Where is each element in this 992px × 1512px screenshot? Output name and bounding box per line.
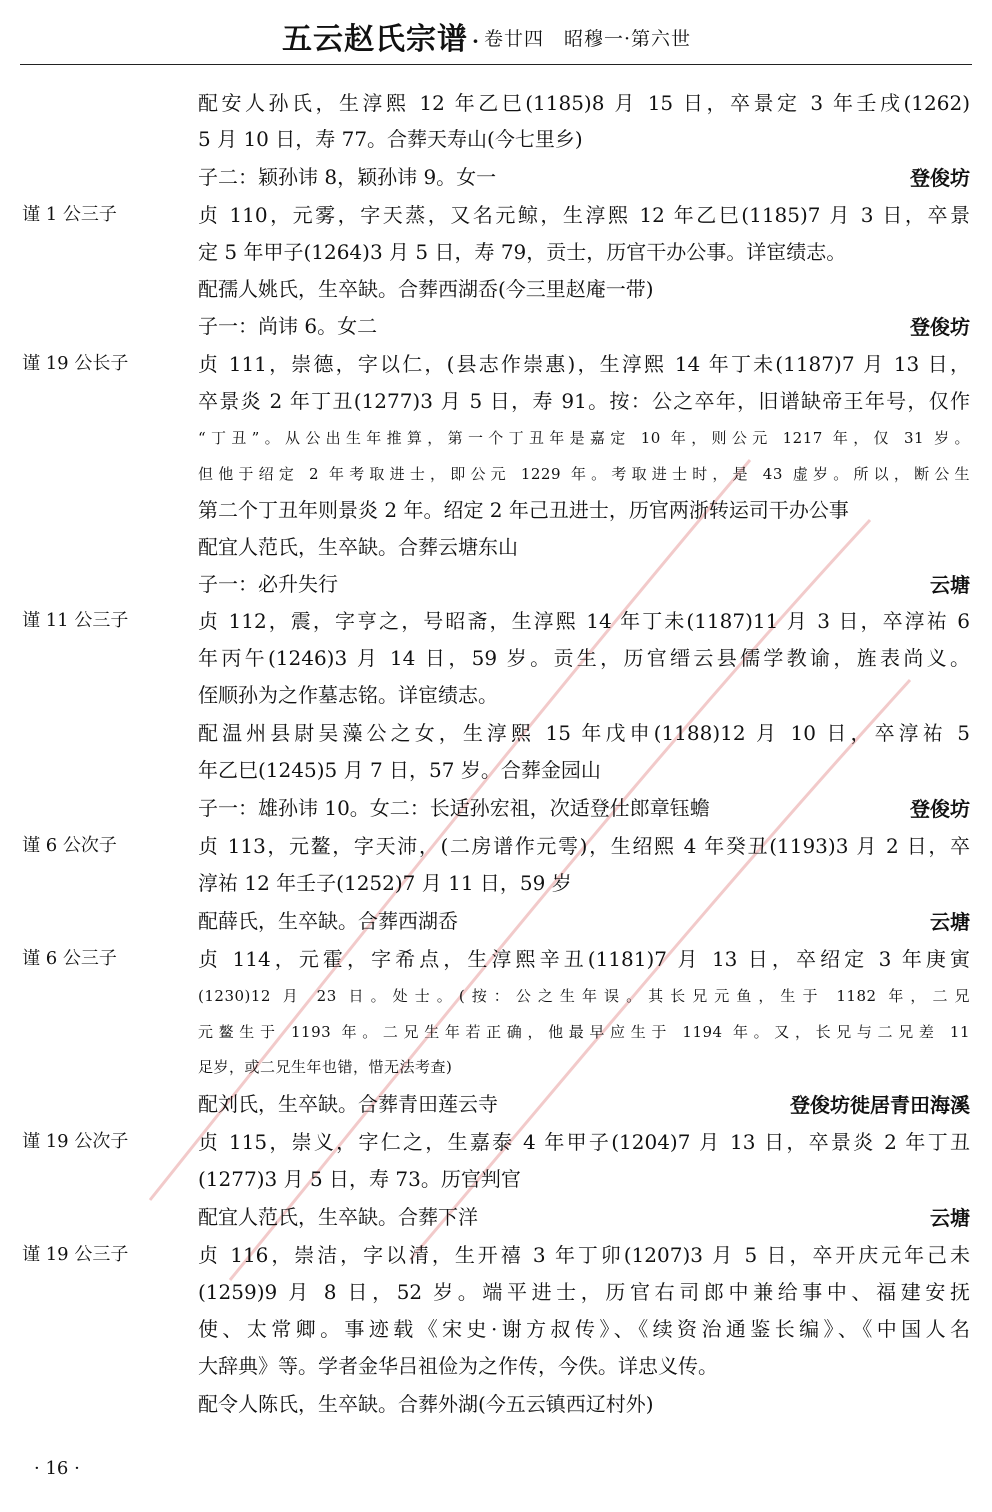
annotation-line: “丁丑”。从公出生年推算，第一个丁丑年是嘉定 10 年，则公元 1217 年，仅 31 岁。 xyxy=(198,429,970,447)
children-line: 子二：颖孙讳 8，颖孙讳 9。女一 xyxy=(198,165,497,189)
volume-subtitle: 卷廿四 昭穆一·第六世 xyxy=(483,28,692,50)
annotation-line: 但他于绍定 2 年考取进士，即公元 1229 年。考取进士时，是 43 虚岁。所以，断公生 xyxy=(198,465,970,483)
book-title: 五云赵氏宗谱 xyxy=(282,22,468,57)
person-entry-line: 贞 112，震，字亨之，号昭斋，生淳熙 14 年丁未(1187)11 月 3 日，卒淳祐 6 xyxy=(198,609,970,633)
person-entry-line: 大辞典》等。学者金华吕祖俭为之作传，今佚。详忠义传。 xyxy=(198,1354,718,1378)
annotation-line: (1230)12 月 23 日。处士。(按：公之生年误。其长兄元鱼，生于 1182 年，二兄 xyxy=(198,987,970,1005)
lineage-label: 谨 6 公次子 xyxy=(22,835,117,856)
spouse-line-cont: 年乙巳(1245)5 月 7 日，57 岁。合葬金园山 xyxy=(198,758,601,782)
lineage-label: 谨 19 公次子 xyxy=(22,1131,129,1152)
person-entry-line: 侄顺孙为之作墓志铭。详宦绩志。 xyxy=(198,683,498,707)
annotation-line: 元鳌生于 1193 年。二兄生年若正确，他最早应生于 1194 年。又，长兄与二兄差 11 xyxy=(198,1023,970,1041)
lineage-label: 谨 6 公三子 xyxy=(22,948,117,969)
residence-label: 登俊坊 xyxy=(910,315,970,339)
title-separator-dot: · xyxy=(472,29,480,53)
spouse-line: 配薛氏，生卒缺。合葬西湖岙 xyxy=(198,909,458,933)
spouse-line: 配安人孙氏，生淳熙 12 年乙巳(1185)8 月 15 日，卒景定 3 年壬戌(1262) xyxy=(198,91,970,115)
spouse-line: 配温州县尉吴藻公之女，生淳熙 15 年戊申(1188)12 月 10 日，卒淳祐 5 xyxy=(198,721,970,745)
person-entry-line: 第二个丁丑年则景炎 2 年。绍定 2 年己丑进士，历官两浙转运司干办公事 xyxy=(198,498,849,522)
residence-label: 云塘 xyxy=(930,910,970,934)
person-entry-line: (1277)3 月 5 日，寿 73。历官判官 xyxy=(198,1167,521,1191)
residence-label: 云塘 xyxy=(930,573,970,597)
person-entry-line: 贞 116，崇洁，字以清，生开禧 3 年丁卯(1207)3 月 5 日，卒开庆元年己未 xyxy=(198,1243,970,1267)
lineage-label: 谨 19 公长子 xyxy=(22,353,129,374)
children-line: 子一：雄孙讳 10。女二：长适孙宏祖，次适登仕郎章钰蟾 xyxy=(198,796,710,820)
page-header xyxy=(20,18,972,65)
lineage-label: 谨 11 公三子 xyxy=(22,610,129,631)
children-line: 子一：必升失行 xyxy=(198,572,338,596)
person-entry-line: 贞 114，元霍，字希点，生淳熙辛丑(1181)7 月 13 日，卒绍定 3 年庚寅 xyxy=(198,947,970,971)
person-entry-line: 配孺人姚氏，生卒缺。合葬西湖岙(今三里赵庵一带) xyxy=(198,277,654,301)
page-number: · 16 · xyxy=(34,1458,80,1479)
person-entry-line: 贞 113，元鳌，字天沛，(二房谱作元雩)，生绍熙 4 年癸丑(1193)3 月 2 日，卒 xyxy=(198,834,970,858)
spouse-line-cont: 5 月 10 日，寿 77。合葬天寿山(今七里乡) xyxy=(198,127,583,151)
lineage-label: 谨 19 公三子 xyxy=(22,1244,129,1265)
residence-label: 云塘 xyxy=(930,1206,970,1230)
spouse-line: 配刘氏，生卒缺。合葬青田莲云寺 xyxy=(198,1092,498,1116)
header-title-group xyxy=(282,18,691,62)
person-entry-line: 贞 110，元雾，字天蒸，又名元鲸，生淳熙 12 年乙巳(1185)7 月 3 日，卒景 xyxy=(198,203,970,227)
spouse-line: 配宜人范氏，生卒缺。合葬下洋 xyxy=(198,1205,478,1229)
person-entry-line: 贞 115，崇义，字仁之，生嘉泰 4 年甲子(1204)7 月 13 日，卒景炎 2 年丁丑 xyxy=(198,1130,970,1154)
residence-label: 登俊坊徙居青田海溪 xyxy=(790,1093,970,1117)
person-entry-line: (1259)9 月 8 日，52 岁。端平进士，历官右司郎中兼给事中、福建安抚 xyxy=(198,1280,970,1304)
spouse-line: 配令人陈氏，生卒缺。合葬外湖(今五云镇西辽村外) xyxy=(198,1392,654,1416)
lineage-label: 谨 1 公三子 xyxy=(22,204,117,225)
spouse-line: 配宜人范氏，生卒缺。合葬云塘东山 xyxy=(198,535,518,559)
person-entry-line: 卒景炎 2 年丁丑(1277)3 月 5 日，寿 91。按：公之卒年，旧谱缺帝王年号，仅作 xyxy=(198,389,970,413)
person-entry-line: 定 5 年甲子(1264)3 月 5 日，寿 79，贡士，历官干办公事。详宦绩志。 xyxy=(198,240,847,264)
person-entry-line: 贞 111，崇德，字以仁，(县志作崇惠)，生淳熙 14 年丁未(1187)7 月 13 日， xyxy=(198,352,970,376)
children-line: 子一：尚讳 6。女二 xyxy=(198,314,378,338)
residence-label: 登俊坊 xyxy=(910,797,970,821)
annotation-line: 足岁，或二兄生年也错，惜无法考查) xyxy=(198,1058,453,1076)
person-entry-line: 年丙午(1246)3 月 14 日，59 岁。贡生，历官缙云县儒学教谕，旌表尚义。 xyxy=(198,646,970,670)
residence-label: 登俊坊 xyxy=(910,166,970,190)
person-entry-line: 使、太常卿。事迹载《宋史·谢方叔传》、《续资治通鉴长编》、《中国人名 xyxy=(198,1317,970,1341)
person-entry-line: 淳祐 12 年壬子(1252)7 月 11 日，59 岁 xyxy=(198,871,572,895)
